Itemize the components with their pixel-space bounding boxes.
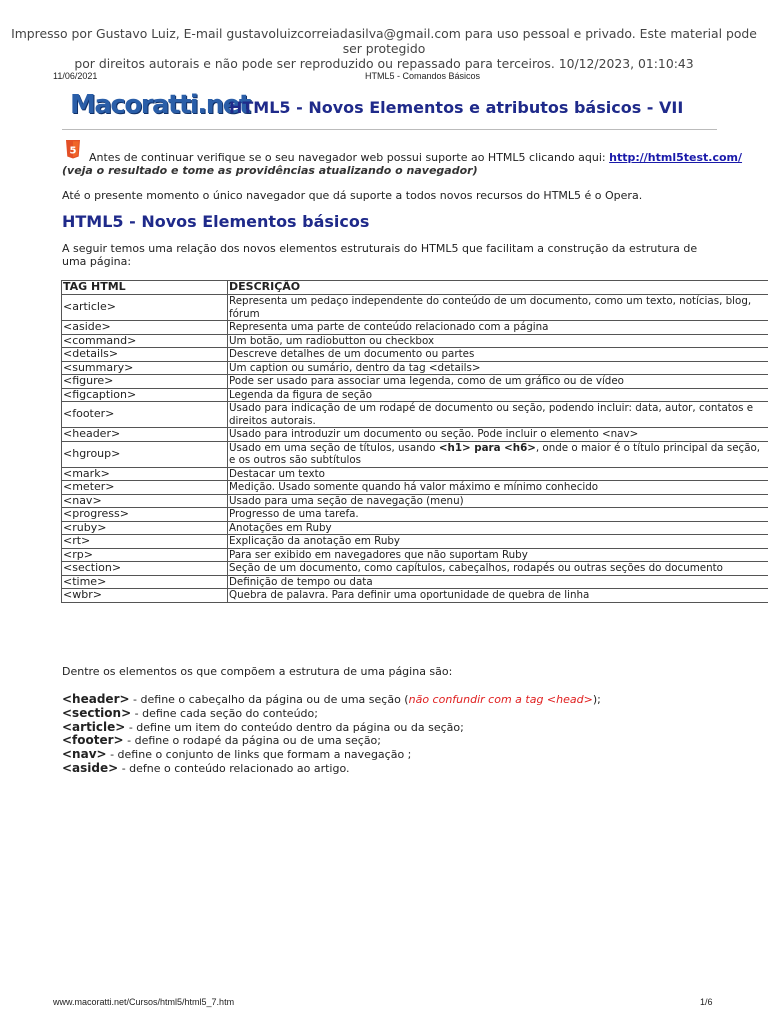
table-row bbox=[62, 575, 768, 589]
page-title: HTML5 - Novos Elementos e atributos básicos - VII bbox=[229, 98, 684, 117]
table-row bbox=[62, 334, 768, 348]
description-cell: Usado para uma seção de navegação (menu) bbox=[228, 494, 768, 508]
table-row bbox=[62, 508, 768, 522]
table-row bbox=[62, 402, 768, 428]
html5test-link[interactable]: http://html5test.com/ bbox=[609, 151, 743, 164]
print-title: HTML5 - Comandos Básicos bbox=[365, 71, 481, 81]
description-cell: Para ser exibido em navegadores que não suportam Ruby bbox=[228, 548, 768, 562]
section-title: HTML5 - Novos Elementos básicos bbox=[62, 212, 370, 231]
description-text: Usado em uma seção de títulos, usando bbox=[229, 441, 439, 454]
table-row bbox=[62, 467, 768, 481]
description-cell: Representa um pedaço independente do conteúdo de um documento, como um texto, notícias, blog, fórum bbox=[228, 295, 768, 321]
description-cell: Um caption ou sumário, dentro da tag <details> bbox=[228, 361, 768, 375]
description-cell: Usado para introduzir um documento ou seção. Pode incluir o elemento <nav> bbox=[228, 428, 768, 442]
tag-cell: <aside> bbox=[62, 321, 228, 335]
tag-cell: <rt> bbox=[62, 535, 228, 549]
tag-cell: <header> bbox=[62, 428, 228, 442]
tag-cell: <figcaption> bbox=[62, 388, 228, 402]
table-row bbox=[62, 348, 768, 362]
table-header-tag: TAG HTML bbox=[62, 281, 228, 295]
tag-cell: <summary> bbox=[62, 361, 228, 375]
header-divider bbox=[62, 129, 717, 130]
structure-text-tail: ); bbox=[592, 693, 601, 706]
brand-header bbox=[70, 90, 716, 130]
structure-tag: <footer> bbox=[62, 733, 124, 748]
macoratti-logo[interactable]: Macoratti.net bbox=[70, 90, 250, 120]
structure-tag: <nav> bbox=[62, 747, 107, 762]
tag-cell: <progress> bbox=[62, 508, 228, 522]
structure-text: - define cada seção do conteúdo; bbox=[131, 706, 318, 720]
structure-tag: <aside> bbox=[62, 760, 119, 775]
table-row bbox=[62, 548, 768, 562]
tag-cell: <section> bbox=[62, 562, 228, 576]
list-item bbox=[62, 734, 601, 748]
description-cell: Destacar um texto bbox=[228, 467, 768, 481]
table-row bbox=[62, 535, 768, 549]
description-text: , onde o maior é o título principal da seção, e os outros são subtítulos bbox=[229, 441, 761, 466]
print-date: 11/06/2021 bbox=[53, 71, 98, 81]
description-cell: Pode ser usado para associar uma legenda, como de um gráfico ou de vídeo bbox=[228, 375, 768, 389]
list-item bbox=[62, 693, 601, 707]
table-row bbox=[62, 375, 768, 389]
description-cell: Um botão, um radiobutton ou checkbox bbox=[228, 334, 768, 348]
tag-cell: <hgroup> bbox=[62, 441, 228, 467]
watermark-line-2: por direitos autorais e não pode ser reproduzido ou repassado para terceiros. 10/12/2023, 01:10:43 bbox=[74, 56, 694, 71]
table-header-description: DESCRIÇÃO bbox=[228, 281, 768, 295]
tag-cell: <mark> bbox=[62, 467, 228, 481]
watermark-line-1: Impresso por Gustavo Luiz, E-mail gustavoluizcorreiadasilva@gmail.com para uso pessoal e privado. Este material pode ser protegido bbox=[11, 26, 757, 56]
intro-paragraph: A seguir temos uma relação dos novos elementos estruturais do HTML5 que facilitam a construção da estrutura de uma página: bbox=[62, 242, 698, 268]
description-cell: Legenda da figura de seção bbox=[228, 388, 768, 402]
description-cell: Seção de um documento, como capítulos, cabeçalhos, rodapés ou outras seções do documento bbox=[228, 562, 768, 576]
print-footer-url: www.macoratti.net/Cursos/html5/html5_7.htm bbox=[53, 997, 235, 1007]
structure-tag: <header> bbox=[62, 692, 130, 706]
notice-text: Antes de continuar verifique se o seu navegador web possui suporte ao HTML5 clicando aqui: bbox=[89, 151, 610, 164]
tag-cell: <time> bbox=[62, 575, 228, 589]
table-row bbox=[62, 295, 768, 321]
tag-cell: <command> bbox=[62, 334, 228, 348]
list-item bbox=[62, 762, 601, 776]
opera-paragraph: Até o presente momento o único navegador que dá suporte a todos novos recursos do HTML5 é o Opera. bbox=[62, 189, 643, 202]
structure-text: - define o cabeçalho da página ou de uma seção ( bbox=[129, 693, 409, 706]
structure-list bbox=[62, 693, 601, 776]
description-cell: Explicação da anotação em Ruby bbox=[228, 535, 768, 549]
description-emphasis: <h1> para <h6> bbox=[438, 441, 536, 454]
tag-cell: <figure> bbox=[62, 375, 228, 389]
table-row bbox=[62, 521, 768, 535]
structure-text: - define o conjunto de links que formam a navegação ; bbox=[106, 748, 412, 762]
tag-cell: <meter> bbox=[62, 481, 228, 495]
table-row bbox=[62, 441, 768, 467]
tag-cell: <article> bbox=[62, 295, 228, 321]
print-watermark bbox=[0, 26, 768, 71]
structure-text: - define um item do conteúdo dentro da página ou da seção; bbox=[125, 720, 464, 734]
tag-cell: <nav> bbox=[62, 494, 228, 508]
list-item bbox=[62, 707, 601, 721]
description-cell bbox=[228, 441, 768, 467]
structure-text: - define o rodapé da página ou de uma seção; bbox=[123, 734, 381, 748]
table-row bbox=[62, 494, 768, 508]
description-cell: Representa uma parte de conteúdo relacionado com a página bbox=[228, 321, 768, 335]
structure-text: - defne o conteúdo relacionado ao artigo. bbox=[118, 761, 350, 775]
tag-cell: <rp> bbox=[62, 548, 228, 562]
table-row bbox=[62, 428, 768, 442]
tag-cell: <ruby> bbox=[62, 521, 228, 535]
list-item bbox=[62, 748, 601, 762]
description-cell: Definição de tempo ou data bbox=[228, 575, 768, 589]
tag-cell: <details> bbox=[62, 348, 228, 362]
structure-intro: Dentre os elementos os que compõem a estrutura de uma página são: bbox=[62, 665, 453, 678]
notice-note: (veja o resultado e tome as providências atualizando o navegador) bbox=[62, 164, 478, 177]
description-cell: Quebra de palavra. Para definir uma oportunidade de quebra de linha bbox=[228, 589, 768, 603]
table-row bbox=[62, 481, 768, 495]
table-row bbox=[62, 321, 768, 335]
browser-support-notice bbox=[62, 151, 743, 177]
table-row bbox=[62, 361, 768, 375]
description-cell: Anotações em Ruby bbox=[228, 521, 768, 535]
description-cell: Usado para indicação de um rodapé de documento ou seção, podendo incluir: data, autor, contatos e direitos autorais. bbox=[228, 402, 768, 428]
html5-icon-label: 5 bbox=[69, 145, 77, 157]
description-cell: Medição. Usado somente quando há valor máximo e mínimo conhecido bbox=[228, 481, 768, 495]
structure-warning: não confundir com a tag <head> bbox=[408, 693, 593, 706]
tag-cell: <footer> bbox=[62, 402, 228, 428]
html5-tags-table bbox=[61, 280, 768, 603]
table-row bbox=[62, 562, 768, 576]
table-header-row bbox=[62, 281, 768, 295]
description-cell: Descreve detalhes de um documento ou partes bbox=[228, 348, 768, 362]
tag-cell: <wbr> bbox=[62, 589, 228, 603]
print-footer-page: 1/6 bbox=[700, 997, 713, 1007]
table-row bbox=[62, 589, 768, 603]
description-cell: Progresso de uma tarefa. bbox=[228, 508, 768, 522]
table-row bbox=[62, 388, 768, 402]
structure-tag: <article> bbox=[62, 719, 126, 734]
structure-tag: <section> bbox=[62, 705, 132, 720]
list-item bbox=[62, 721, 601, 735]
